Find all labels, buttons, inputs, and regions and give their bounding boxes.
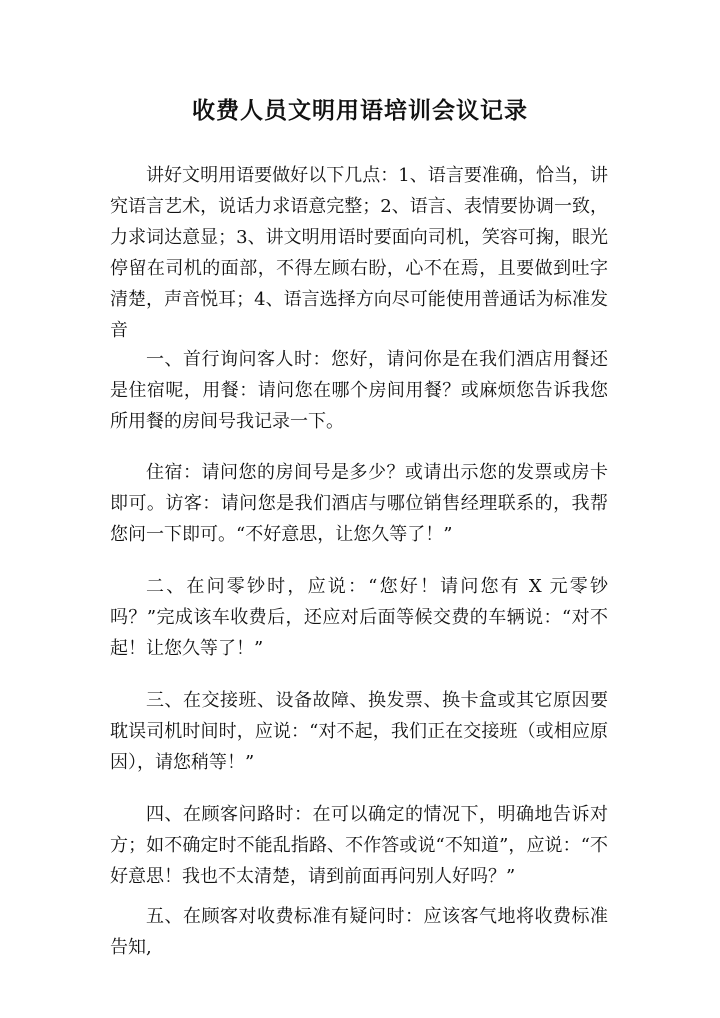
paragraph-lodging-visitor: 住宿：请问您的房间号是多少？或请出示您的发票或房卡即可。访客：请问您是我们酒店与哪位销售经理联系的，我帮您问一下即可。“不好意思，让您久等了！” bbox=[110, 462, 608, 545]
paragraph-guidelines: 讲好文明用语要做好以下几点：1、语言要准确，恰当，讲究语言艺术，说话力求语意完整；2、语言、表情要协调一致，力求词达意显；3、讲文明用语时要面向司机，笑容可掬，眼光停留在司机的面部，不得左顾右盼，心不在焉，且要做到吐字清楚，声音悦耳；4、语言选择方向尽可能使用普通话为标准发音 bbox=[110, 165, 608, 341]
paragraph-fee-questions: 五、在顾客对收费标准有疑问时：应该客气地将收费标准告知, bbox=[110, 906, 608, 958]
paragraph-shift-change: 三、在交接班、设备故障、换发票、换卡盒或其它原因要耽误司机时间时，应说：“对不起，我们正在交接班（或相应原因），请您稍等！” bbox=[110, 690, 608, 773]
paragraph-directions: 四、在顾客问路时：在可以确定的情况下，明确地告诉对方；如不确定时不能乱指路、不作答或说“不知道”，应说：“不好意思！我也不太清楚，请到前面再问别人好吗？” bbox=[110, 804, 608, 887]
document-title: 收费人员文明用语培训会议记录 bbox=[192, 97, 528, 124]
paragraph-small-change: 二、在问零钞时，应说：“您好！请问您有 X 元零钞吗？”完成该车收费后，还应对后面等候交费的车辆说：“对不起！让您久等了！” bbox=[110, 576, 608, 659]
paragraph-first-inquiry: 一、首行询问客人时：您好，请问你是在我们酒店用餐还是住宿呢，用餐：请问您在哪个房间用餐？或麻烦您告诉我您所用餐的房间号我记录一下。 bbox=[110, 349, 608, 432]
